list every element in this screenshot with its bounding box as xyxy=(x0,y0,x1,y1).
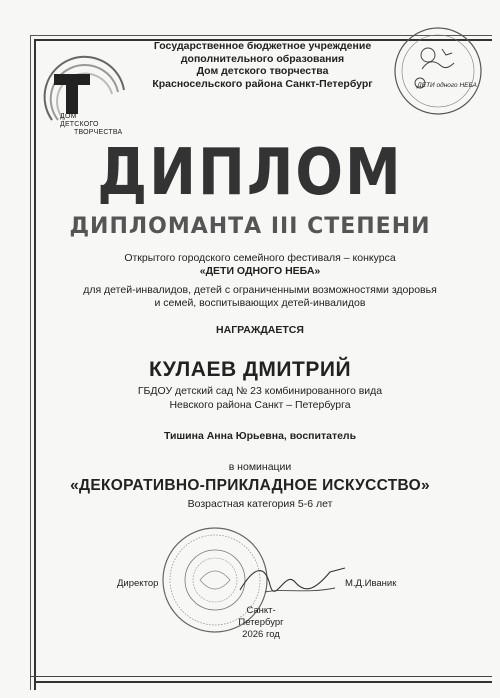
institution-line1: ГБДОУ детский сад № 23 комбинированного вида xyxy=(137,385,383,397)
teacher-name: Тишина Анна Юрьевна, воспитатель xyxy=(163,430,357,442)
organization-line4: Красносельского района Санкт-Петербург xyxy=(152,77,373,90)
nomination-name: «ДЕКОРАТИВНО-ПРИКЛАДНОЕ ИСКУССТВО» xyxy=(70,477,430,494)
festival-description-line3: для детей-инвалидов, детей с ограниченными возможностями здоровья xyxy=(83,284,437,296)
festival-description-line1: Открытого городского семейного фестиваля – конкурса xyxy=(124,252,396,264)
logo-text xyxy=(60,113,122,137)
recipient-name: КУЛАЕВ ДМИТРИЙ xyxy=(148,358,352,381)
director-name: М.Д.Иваник xyxy=(345,578,397,589)
bottom-frame-line-inner xyxy=(34,681,492,683)
city: Санкт-Петербург xyxy=(238,605,284,628)
organization-line1: Государственное бюджетное учреждение xyxy=(153,40,372,52)
awarded-label: НАГРАЖДАЕТСЯ xyxy=(216,324,304,336)
year: 2026 год xyxy=(242,629,280,640)
institution-line2: Невского района Санкт – Петербурга xyxy=(169,399,351,411)
logo-text-line3: ТВОРЧЕСТВА xyxy=(74,129,123,136)
nomination-label: в номинации xyxy=(228,461,292,473)
organization-header xyxy=(140,40,385,90)
logo-text-line1: ДОМ xyxy=(60,113,77,120)
festival-stamp-icon xyxy=(392,25,484,117)
organization-line2: дополнительного образования xyxy=(180,52,345,65)
festival-name: «ДЕТИ ОДНОГО НЕБА» xyxy=(199,265,321,277)
director-signature-icon xyxy=(235,560,355,600)
director-role: Директор xyxy=(117,578,159,589)
organization-line3: Дом детского творчества xyxy=(196,65,329,77)
festival-stamp-text: ДЕТИ одного НЕБА xyxy=(417,82,477,89)
diploma-title: ДИПЛОМ xyxy=(97,135,403,210)
diploma-degree: ДИПЛОМАНТА III СТЕПЕНИ xyxy=(69,214,431,239)
festival-description-line4: и семей, воспитывающих детей-инвалидов xyxy=(154,297,366,309)
age-category: Возрастная категория 5-6 лет xyxy=(187,498,333,510)
logo-text-line2: ДЕТСКОГО xyxy=(60,121,99,128)
place-and-year xyxy=(226,605,296,641)
bottom-frame-line xyxy=(30,676,492,677)
